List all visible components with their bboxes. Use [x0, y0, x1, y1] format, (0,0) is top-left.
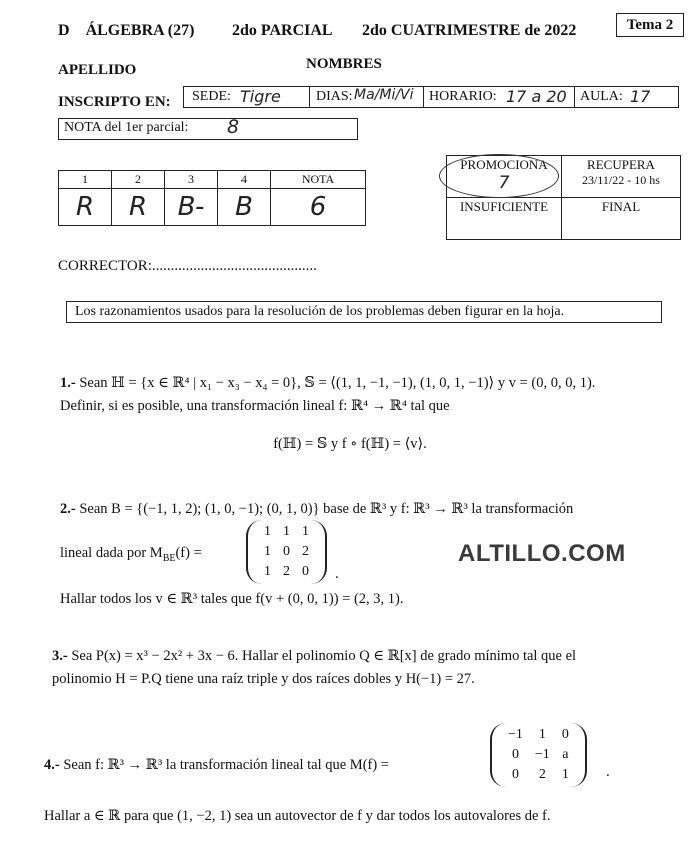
aula-label: AULA: [580, 89, 623, 104]
header-letter: D [58, 22, 70, 39]
tema-box: Tema 2 [616, 13, 684, 37]
grade-header: 3 [165, 171, 218, 189]
problem-2-line3: Hallar todos los v ∈ ℝ³ tales que f(v + (0, 0, 1)) = (2, 3, 1). [60, 591, 404, 607]
grade-value: B [218, 189, 271, 226]
problem-3-line1: Sea P(x) = x³ − 2x² + 3x − 6. Hallar el polinomio Q ∈ ℝ[x] de grado mínimo tal que el [71, 648, 577, 664]
nota-primer-label: NOTA del 1er parcial: [64, 120, 189, 135]
apellido-label: APELLIDO [58, 62, 137, 78]
grade-header: 2 [112, 171, 165, 189]
problem-1-line1: Sean ℍ = {x ∈ ℝ⁴ | x₁ − x₃ − x₄ = 0}, 𝕊 = ⟨(1, 1, −1, −1), (1, 0, 1, −1)⟩ y v = (0, 0, 0, 1). [79, 375, 596, 391]
promociona-value: 7 [498, 173, 510, 193]
problem-3-number: 3.- [52, 648, 68, 664]
horario-label: HORARIO: [429, 89, 497, 104]
grade-header-nota: NOTA [271, 171, 366, 189]
problem-2-number: 2.- [60, 501, 76, 517]
exam-header [58, 22, 194, 40]
grade-value-nota: 6 [271, 189, 366, 226]
corrector-line: CORRECTOR:............................................ [58, 258, 317, 274]
problem-1-formula: f(ℍ) = 𝕊 y f ∘ f(ℍ) = ⟨v⟩. [273, 436, 427, 452]
grade-value: R [112, 189, 165, 226]
recupera-cell [562, 156, 681, 198]
nombres-label: NOMBRES [306, 56, 382, 72]
problem-1 [60, 375, 595, 392]
header-period: 2do CUATRIMESTRE de 2022 [362, 22, 577, 39]
promociona-circle [439, 154, 559, 198]
grade-header: 1 [59, 171, 112, 189]
header-course: ÁLGEBRA (27) [85, 22, 195, 39]
insuficiente-label: INSUFICIENTE [447, 198, 562, 240]
problem-4-number: 4.- [44, 757, 60, 773]
problem-4-line2: Hallar a ∈ ℝ para que (1, −2, 1) sea un autovector de f y dar todos los autovalores de f. [44, 808, 551, 824]
sede-label: SEDE: [192, 89, 231, 104]
problem-1-line2: Definir, si es posible, una transformación lineal f: ℝ⁴ → ℝ⁴ tal que [60, 398, 450, 414]
watermark: ALTILLO.COM [458, 540, 626, 567]
grades-table [58, 170, 366, 226]
problem-2-matrix: 1 1 1 1 0 2 1 2 0 [246, 520, 327, 584]
problem-2-line2: lineal dada por $M_{BE}(f)$ = [60, 545, 202, 564]
dias-label: DIAS: [316, 89, 353, 104]
problem-2 [60, 501, 573, 518]
problem-4 [44, 757, 389, 774]
problem-1-number: 1.- [60, 375, 76, 391]
aula-value: 17 [630, 87, 651, 106]
sede-value: Tigre [240, 87, 281, 106]
promociona-label: PROMOCIONA [460, 157, 548, 172]
problem-3-line2: polinomio H = P.Q tiene una raíz triple y dos raíces dobles y H(−1) = 27. [52, 671, 475, 687]
header-exam: 2do PARCIAL [232, 22, 333, 39]
problem-2-line1: Sean B = {(−1, 1, 2); (1, 0, −1); (0, 1, 0)} base de ℝ³ y f: ℝ³ → ℝ³ la transformación [79, 501, 574, 517]
problem-4-line1: Sean f: ℝ³ → ℝ³ la transformación lineal tal que M(f) = [63, 757, 389, 773]
grade-header: 4 [218, 171, 271, 189]
inscripto-box [183, 86, 679, 108]
grade-value: B- [165, 189, 218, 226]
dias-value: Ma/Mi/Vi [354, 87, 414, 103]
grade-value: R [59, 189, 112, 226]
recupera-date: 23/11/22 - 10 hs [582, 173, 660, 187]
nota-primer-box [58, 118, 358, 140]
nota-primer-value: 8 [227, 116, 240, 138]
inscripto-label: INSCRIPTO EN: [58, 94, 171, 110]
recupera-label: RECUPERA [587, 157, 655, 172]
final-label: FINAL [562, 198, 681, 240]
horario-value: 17 a 20 [506, 87, 567, 106]
problem-3 [52, 648, 576, 665]
promociona-cell [447, 156, 562, 198]
status-table [446, 155, 681, 240]
notice-box: Los razonamientos usados para la resolución de los problemas deben figurar en la hoja. [66, 301, 662, 323]
problem-4-matrix: −1 1 0 0 −1 a 0 2 1 [490, 723, 587, 787]
